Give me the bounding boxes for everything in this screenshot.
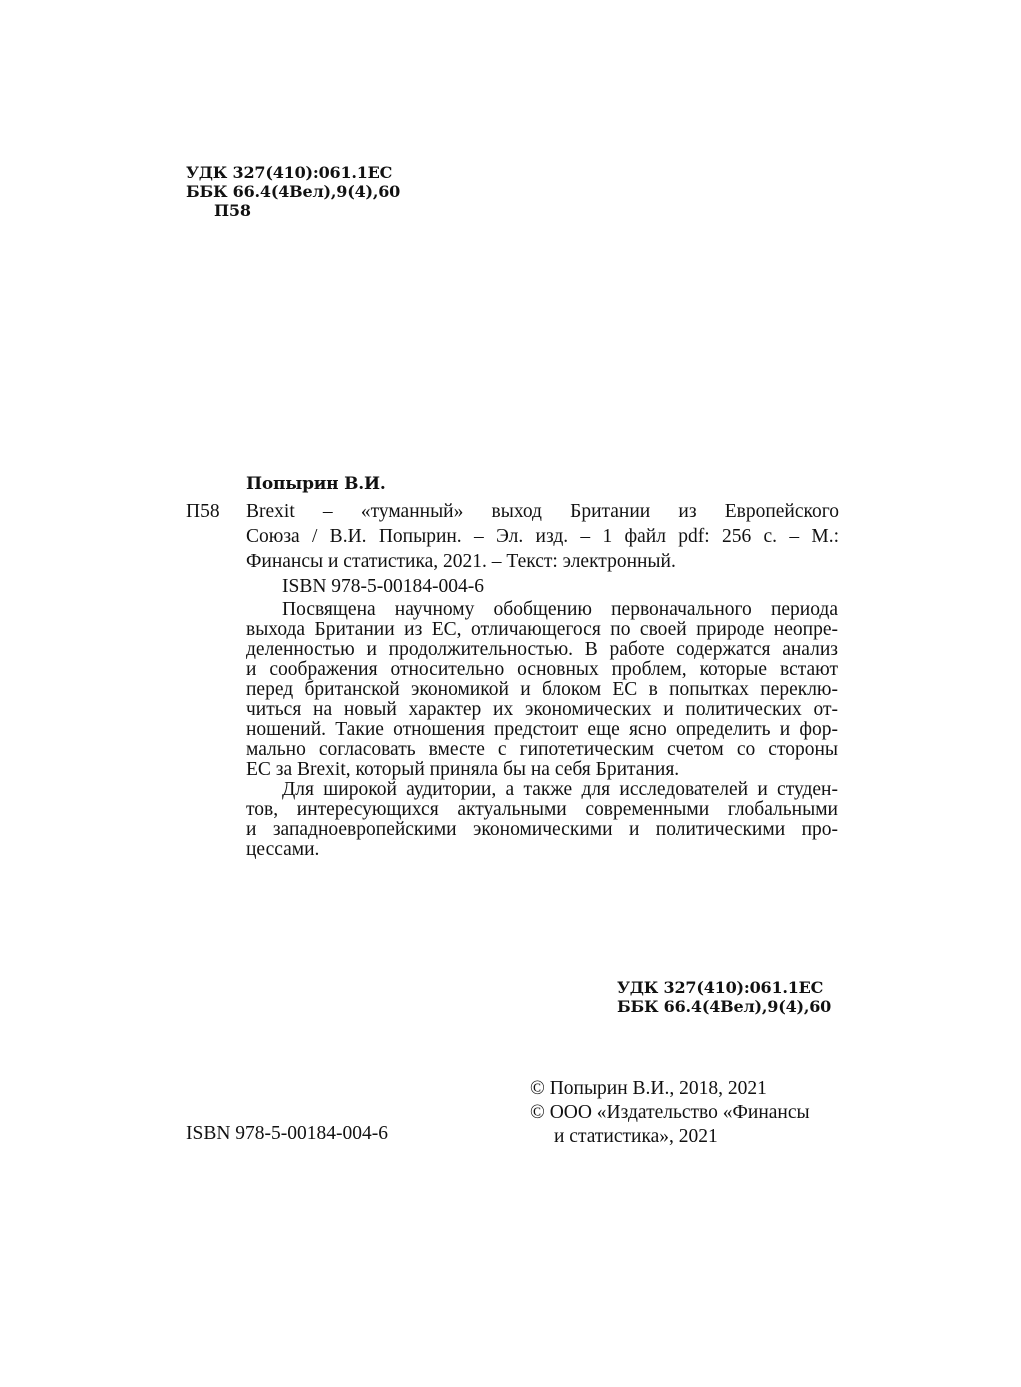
annotation-line: выхода Британии из ЕС, отличающегося по своей природе неопре-: [246, 619, 838, 640]
catalog-author-sign: П58: [186, 501, 220, 522]
top-author-sign: П58: [214, 201, 251, 220]
annotation: [246, 600, 838, 780]
bottom-isbn: ISBN 978-5-00184-004-6: [186, 1123, 389, 1144]
bottom-udk: УДК 327(410):061.1ЕС: [617, 978, 824, 997]
annotation-line: ношений. Такие отношения предстоит еще ясно определить и фор-: [246, 719, 838, 740]
annotation-line: Посвящена научному обобщению первоначального периода: [282, 599, 838, 620]
annotation-line: ЕС за Brexit, который приняла бы на себя Британия.: [246, 759, 680, 780]
bibliographic-title: [246, 499, 839, 574]
catalog-isbn: ISBN 978-5-00184-004-6: [282, 576, 485, 597]
audience-line: цессами.: [246, 839, 320, 860]
copyright-publisher: © ООО «Издательство «Финансы: [530, 1102, 810, 1123]
author-heading: Попырин В.И.: [246, 474, 386, 494]
audience-line: Для широкой аудитории, а также для исследователей и студен-: [282, 779, 838, 800]
copyright-block: [530, 1077, 810, 1149]
annotation-line: деленностью и продолжительностью. В работе содержатся анализ: [246, 639, 838, 660]
annotation-line: читься на новый характер их экономических и политических от-: [246, 699, 838, 720]
title-line: Союза / В.И. Попырин. – Эл. изд. – 1 файл pdf: 256 с. – М.:: [246, 526, 839, 547]
title-line: Brexit – «туманный» выход Британии из Европейского: [246, 501, 839, 522]
top-bbk: ББК 66.4(4Вел),9(4),60: [186, 182, 401, 201]
audience-note: [246, 780, 838, 860]
title-line: Финансы и статистика, 2021. – Текст: электронный.: [246, 551, 676, 572]
annotation-line: и соображения относительно основных проблем, которые встают: [246, 659, 838, 680]
top-udk: УДК 327(410):061.1ЕС: [186, 163, 393, 182]
annotation-line: мально согласовать вместе с гипотетическим счетом со стороны: [246, 739, 838, 760]
audience-line: и западноевропейскими экономическими и политическими про-: [246, 819, 838, 840]
annotation-line: перед британской экономикой и блоком ЕС в попытках переклю-: [246, 679, 838, 700]
copyright-author: © Попырин В.И., 2018, 2021: [530, 1078, 767, 1099]
bottom-bbk: ББК 66.4(4Вел),9(4),60: [617, 997, 832, 1016]
audience-line: тов, интересующихся актуальными современными глобальными: [246, 799, 838, 820]
copyright-publisher-cont: и статистика», 2021: [554, 1126, 718, 1147]
